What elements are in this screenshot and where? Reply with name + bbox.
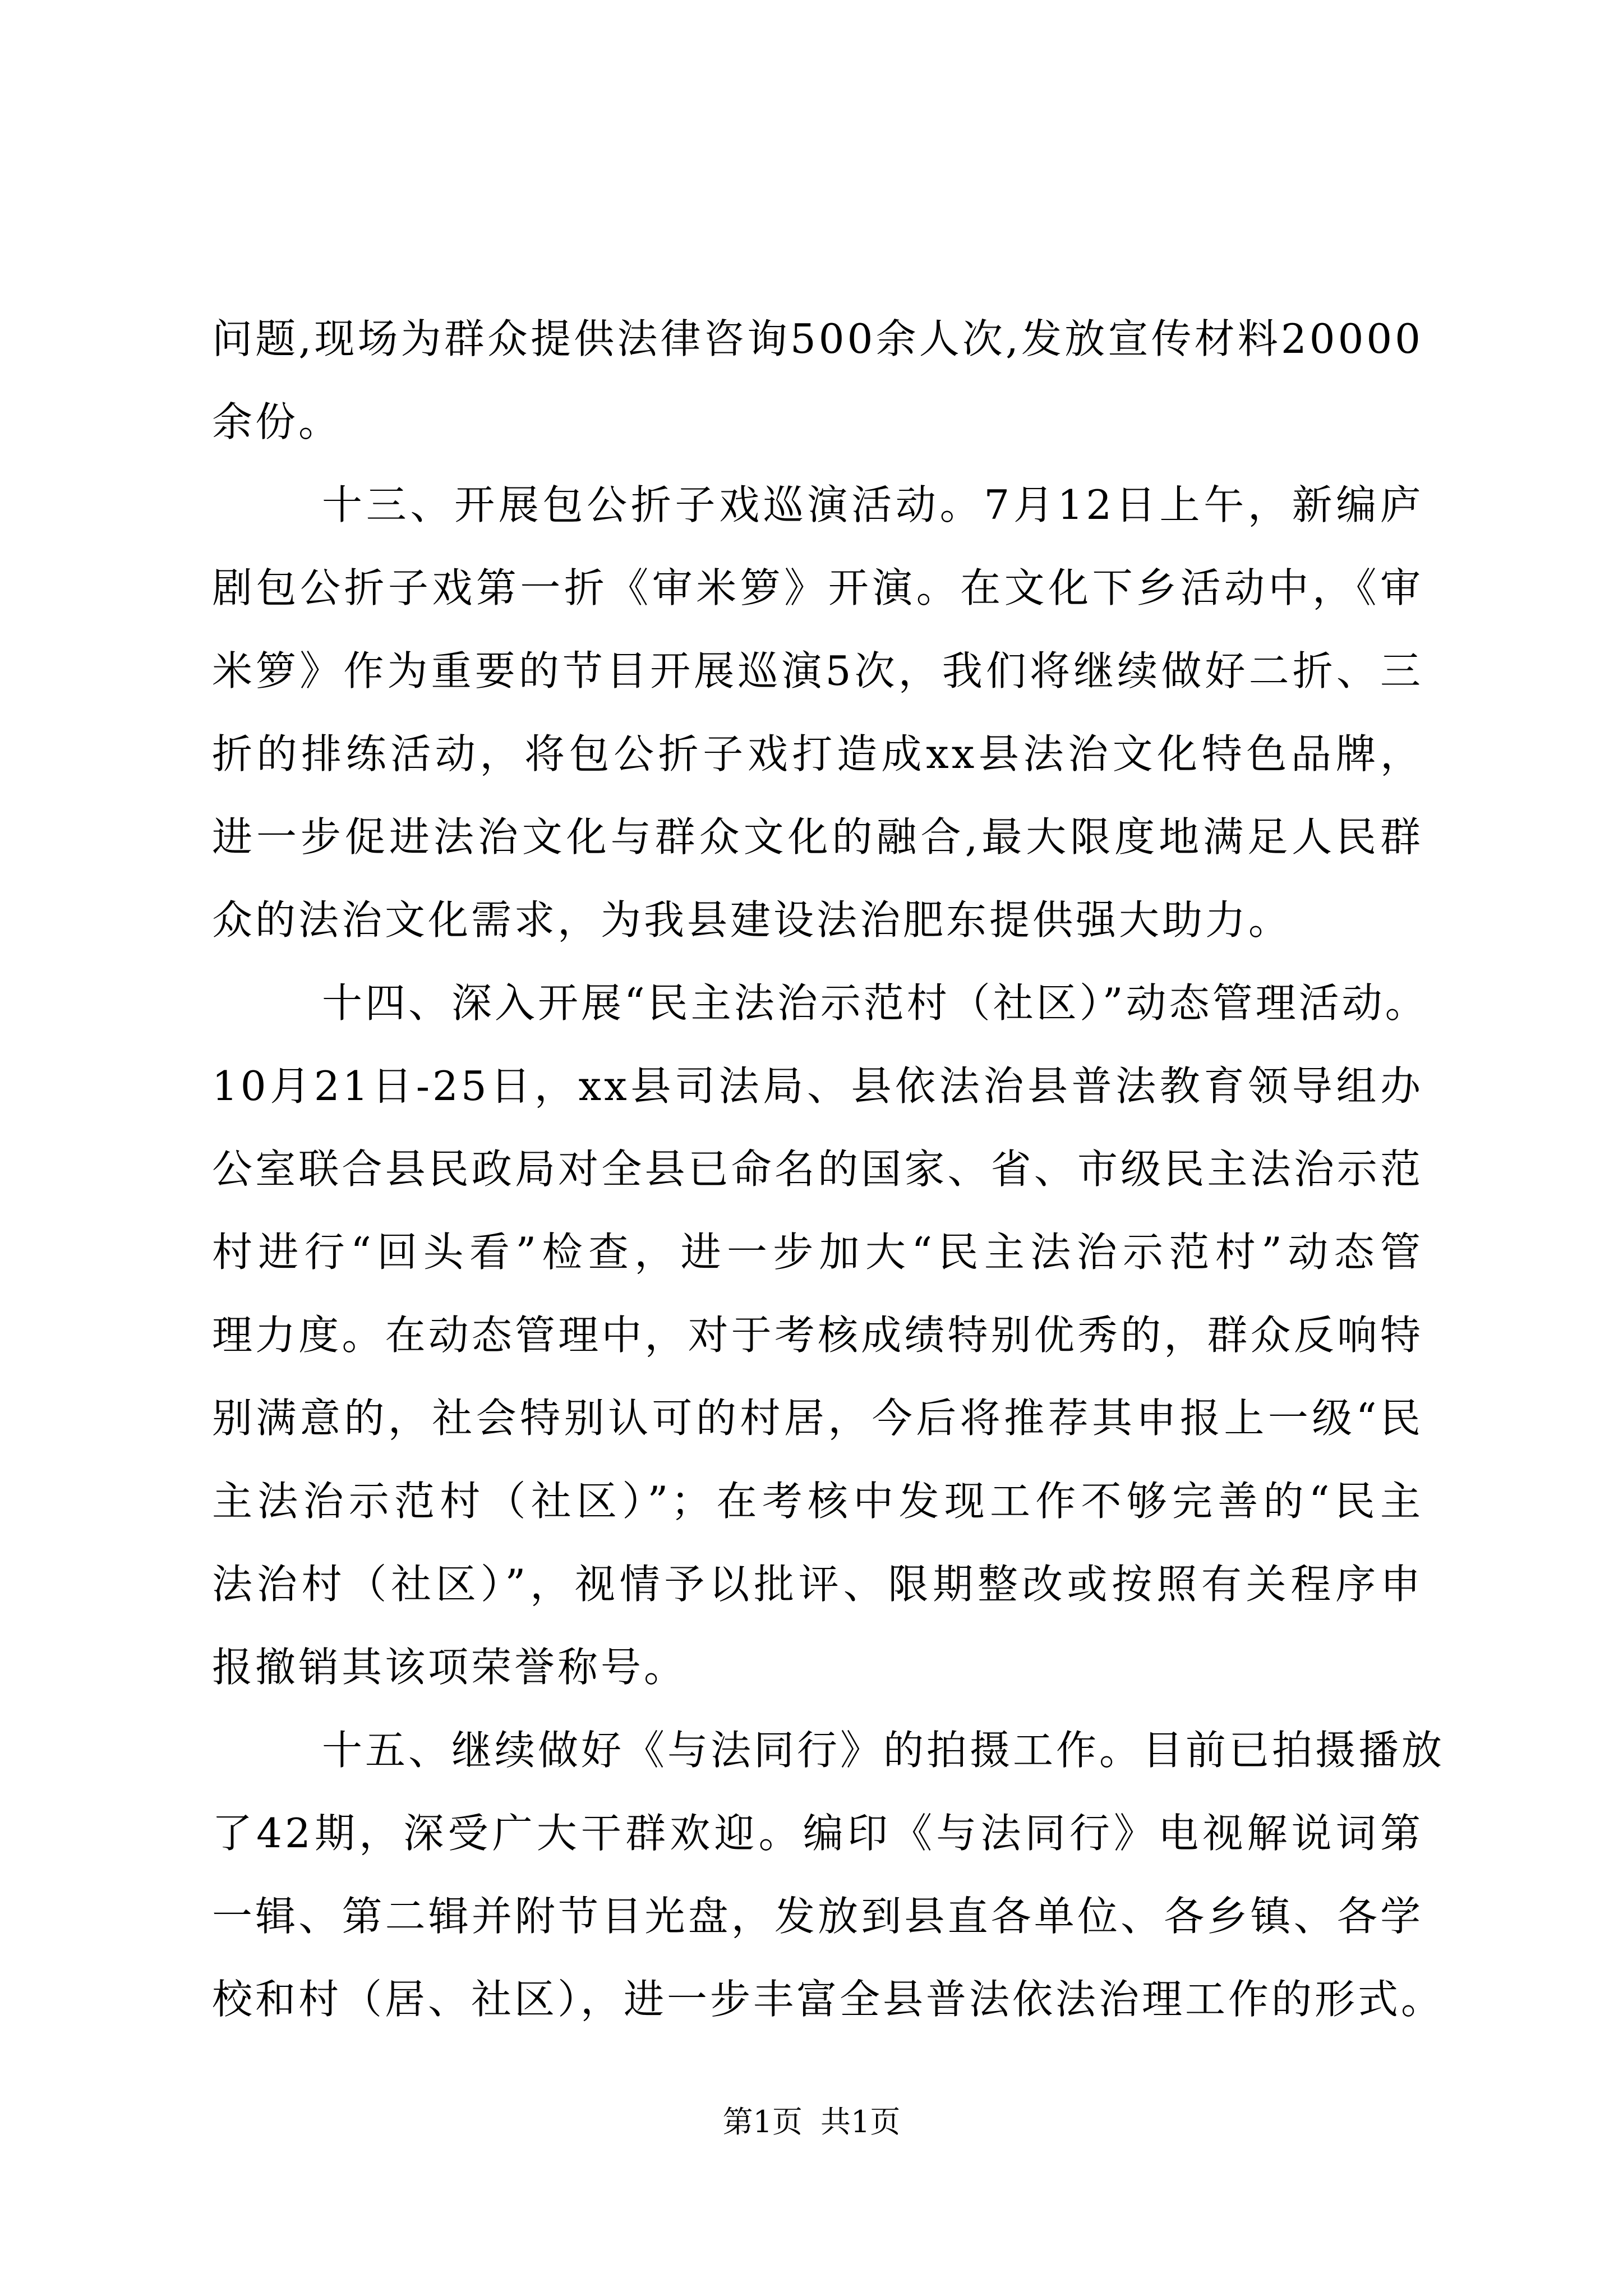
body-text bbox=[212, 297, 1445, 2041]
paragraph-line: 主法治示范村（社区）”；在考核中发现工作不够完善的“民主 bbox=[212, 1478, 1423, 1525]
page-total: 共1页 bbox=[820, 2104, 901, 2139]
paragraph-line: 折的排练活动，将包公折子戏打造成xx县法治文化特色品牌， bbox=[212, 730, 1423, 777]
paragraph-line: 10月21日-25日，xx县司法局、县依法治县普法教育领导组办 bbox=[212, 1062, 1423, 1110]
paragraph-line: 报撤销其该项荣誉称号。 bbox=[212, 1644, 688, 1691]
paragraph-line: 理力度。在动态管理中，对于考核成绩特别优秀的，群众反响特 bbox=[212, 1312, 1423, 1359]
paragraph-line: 法治村（社区）”，视情予以批评、限期整改或按照有关程序申 bbox=[212, 1561, 1423, 1608]
paragraph-line: 村进行“回头看”检查，进一步加大“民主法治示范村”动态管 bbox=[212, 1228, 1423, 1276]
paragraph-line: 别满意的，社会特别认可的村居，今后将推荐其申报上一级“民 bbox=[212, 1395, 1423, 1442]
paragraph-line: 公室联合县民政局对全县已命名的国家、省、市级民主法治示范 bbox=[212, 1145, 1423, 1193]
paragraph-line: 一辑、第二辑并附节目光盘，发放到县直各单位、各乡镇、各学 bbox=[212, 1893, 1423, 1940]
paragraph-line: 十三、开展包公折子戏巡演活动。7月12日上午，新编庐 bbox=[322, 481, 1423, 528]
page-footer bbox=[0, 2102, 1623, 2142]
paragraph-line: 进一步促进法治文化与群众文化的融合,最大限度地满足人民群 bbox=[212, 813, 1423, 861]
paragraph-line: 校和村（居、社区），进一步丰富全县普法依法治理工作的形式。 bbox=[212, 1976, 1445, 2023]
paragraph-line: 问题,现场为群众提供法律咨询500余人次,发放宣传材料20000 bbox=[212, 315, 1423, 362]
paragraph-line: 米箩》作为重要的节目开展巡演5次，我们将继续做好二折、三 bbox=[212, 647, 1423, 694]
paragraph-line: 余份。 bbox=[212, 398, 342, 445]
paragraph-line: 十四、深入开展“民主法治示范村（社区）”动态管理活动。 bbox=[322, 979, 1428, 1027]
paragraph-line: 十五、继续做好《与法同行》的拍摄工作。目前已拍摄播放 bbox=[322, 1727, 1445, 1774]
page-number: 第1页 bbox=[722, 2104, 803, 2139]
paragraph-line: 众的法治文化需求，为我县建设法治肥东提供强大助力。 bbox=[212, 896, 1292, 944]
paragraph-line: 剧包公折子戏第一折《审米箩》开演。在文化下乡活动中，《审 bbox=[212, 564, 1423, 611]
paragraph-line: 了42期，深受广大干群欢迎。编印《与法同行》电视解说词第 bbox=[212, 1810, 1423, 1857]
